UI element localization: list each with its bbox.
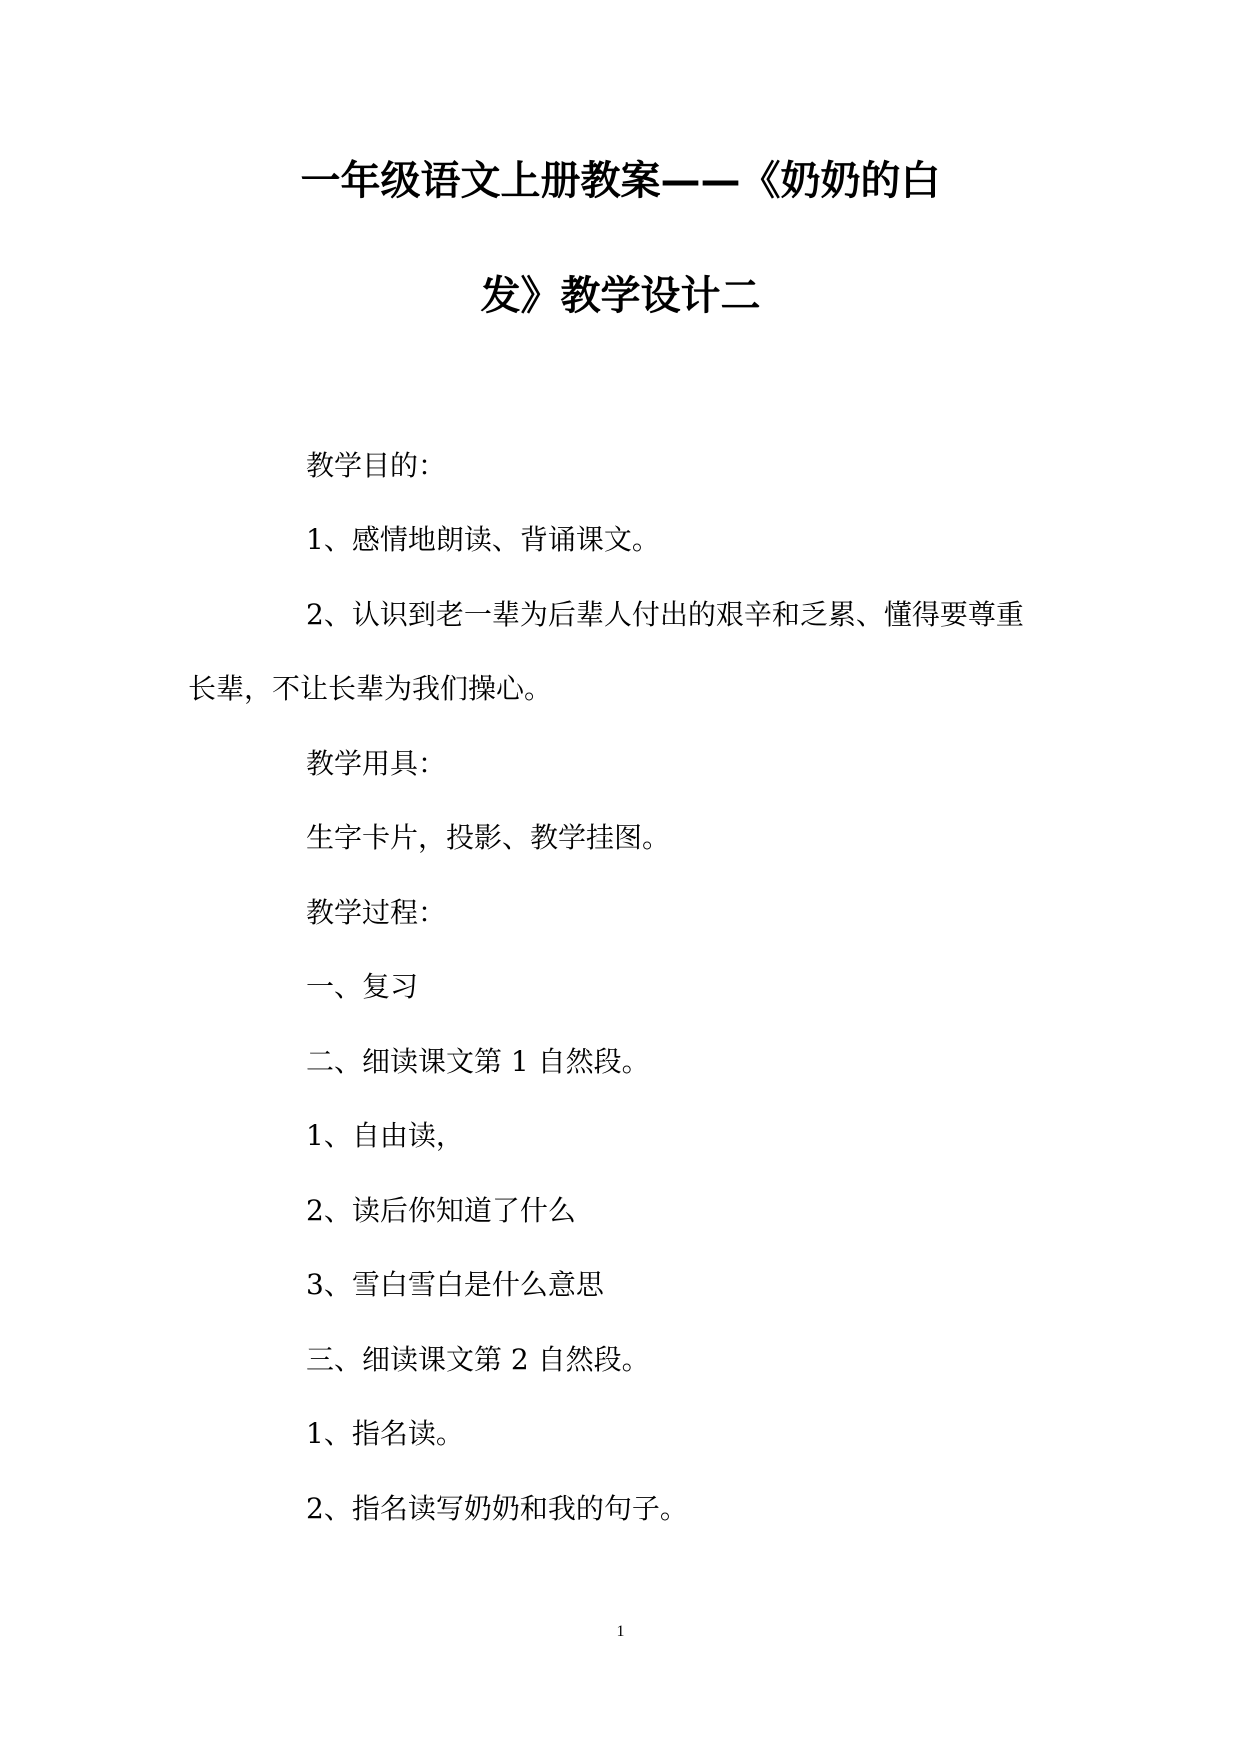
process-step-2-item-3: 3、雪白雪白是什么意思 [306,1268,604,1301]
objective-item-2-continued: 长辈，不让长辈为我们操心。 [188,672,553,705]
process-step-3-item-1: 1、指名读。 [306,1417,464,1450]
process-step-3: 三、细读课文第 2 自然段。 [306,1343,650,1376]
objective-item-2: 2、认识到老一辈为后辈人付出的艰辛和乏累、懂得要尊重 [306,598,1024,631]
section-heading-process: 教学过程： [306,896,447,929]
document-title-line-2: 发》教学设计二 [480,273,761,319]
process-step-2-item-2: 2、读后你知道了什么 [306,1194,576,1227]
section-heading-materials: 教学用具： [306,747,447,780]
process-step-3-item-2: 2、指名读写奶奶和我的句子。 [306,1492,688,1525]
process-step-2-item-1: 1、自由读， [306,1119,464,1152]
section-heading-objectives: 教学目的： [306,449,447,482]
page-number: 1 [616,1623,625,1640]
materials-text: 生字卡片，投影、教学挂图。 [306,821,671,854]
process-step-2: 二、细读课文第 1 自然段。 [306,1045,650,1078]
document-title-line-1: 一年级语文上册教案——《奶奶的白 [300,158,941,204]
objective-item-1: 1、感情地朗读、背诵课文。 [306,523,660,556]
process-step-1: 一、复习 [306,970,419,1003]
